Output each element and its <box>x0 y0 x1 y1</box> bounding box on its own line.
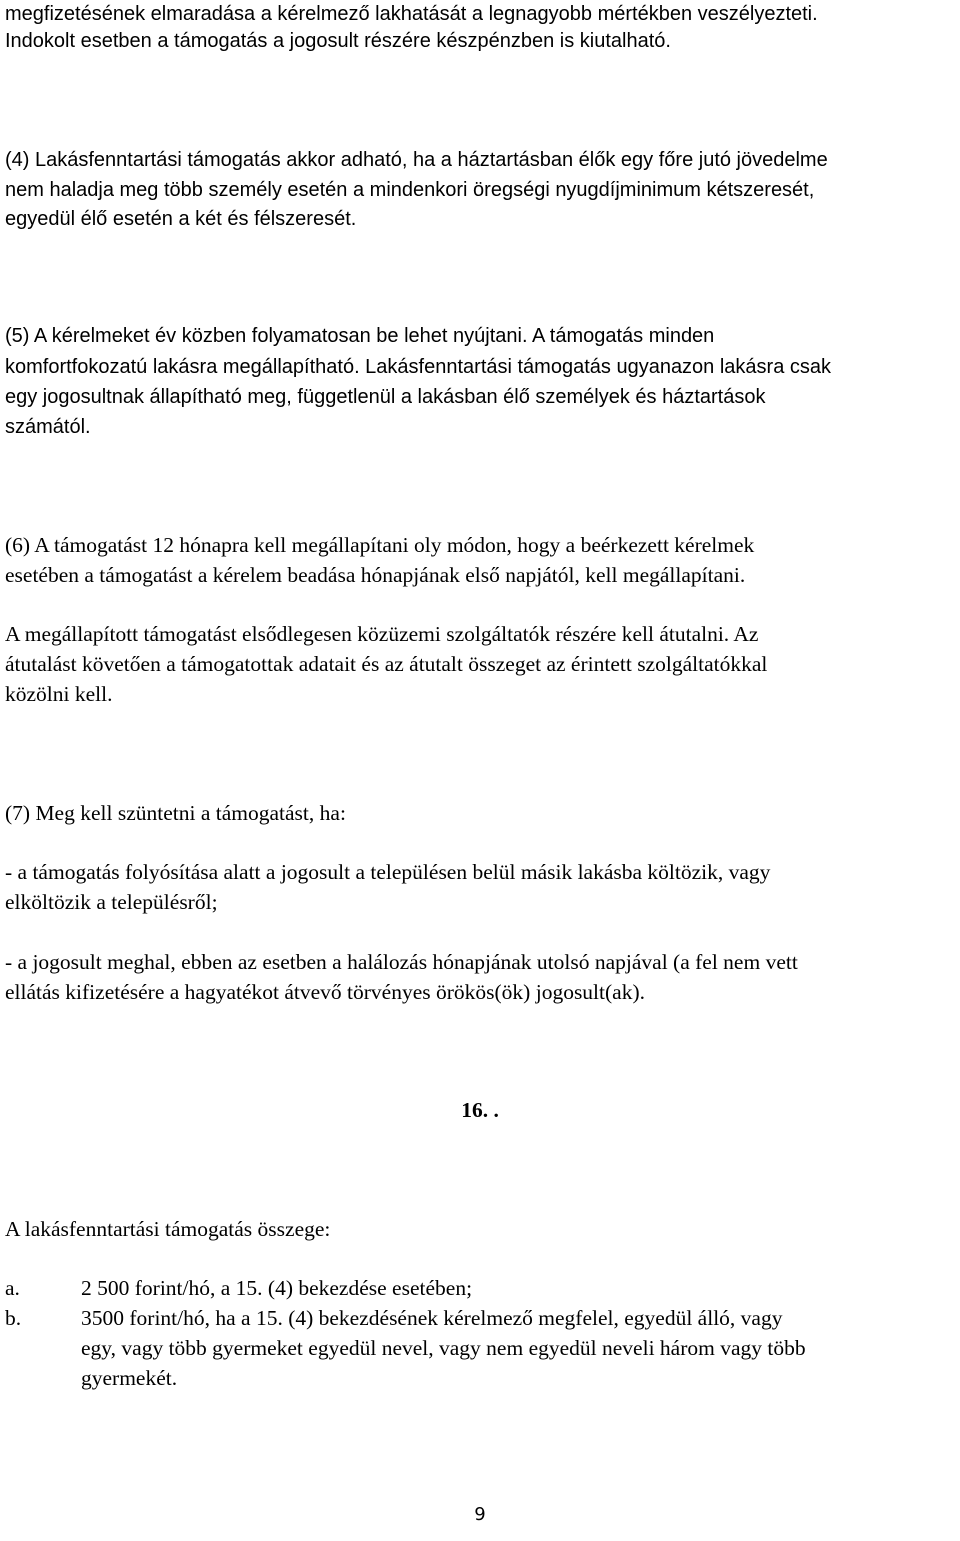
list-intro: A lakásfenntartási támogatás összege: <box>5 1217 331 1241</box>
text-line: komfortfokozatú lakásra megállapítható. Lakásfenntartási támogatás ugyanazon lakásra csak <box>5 356 832 378</box>
text-line: (4) Lakásfenntartási támogatás akkor adható, ha a háztartásban élők egy főre jutó jövedelme <box>5 149 828 171</box>
list-item-text: egy, vagy több gyermeket egyedül nevel, vagy nem egyedül neveli három vagy több <box>81 1336 806 1360</box>
text-line: egy jogosultnak állapítható meg, függetlenül a lakásban élő személyek és háztartások <box>5 386 766 408</box>
text-line: (5) A kérelmeket év közben folyamatosan be lehet nyújtani. A támogatás minden <box>5 325 715 347</box>
list-item-text: 3500 forint/hó, ha a 15. (4) bekezdésének kérelmező megfelel, egyedül álló, vagy <box>81 1306 783 1330</box>
text-line: elköltözik a településről; <box>5 890 218 914</box>
text-line: (6) A támogatást 12 hónapra kell megállapítani oly módon, hogy a beérkezett kérelmek <box>5 533 755 557</box>
text-line: A megállapított támogatást elsődlegesen közüzemi szolgáltatók részére kell átutalni. Az <box>5 622 759 646</box>
text-line: átutalást követően a támogatottak adatait és az átutalt összeget az érintett szolgáltatókkal <box>5 652 768 676</box>
section-heading: 16. . <box>461 1098 499 1122</box>
text-line: ellátás kifizetésére a hagyatékot átvevő törvényes örökös(ök) jogosult(ak). <box>5 980 645 1004</box>
text-line: megfizetésének elmaradása a kérelmező lakhatását a legnagyobb mértékben veszélyezteti. <box>5 3 818 25</box>
text-line: számától. <box>5 416 91 438</box>
page-number: 9 <box>474 1504 486 1525</box>
list-marker: a. <box>5 1276 20 1300</box>
text-line: nem haladja meg több személy esetén a mindenkori öregségi nyugdíjminimum kétszeresét, <box>5 179 815 201</box>
list-item-text: gyermekét. <box>81 1366 178 1390</box>
text-line: - a támogatás folyósítása alatt a jogosult a településen belül másik lakásba költözik, vagy <box>5 860 771 884</box>
text-line: közölni kell. <box>5 682 113 706</box>
text-line: - a jogosult meghal, ebben az esetben a halálozás hónapjának utolsó napjával (a fel nem vett <box>5 950 798 974</box>
text-line: egyedül élő esetén a két és félszeresét. <box>5 208 357 230</box>
list-item-text: 2 500 forint/hó, a 15. (4) bekezdése esetében; <box>81 1276 473 1300</box>
text-line: Indokolt esetben a támogatás a jogosult részére készpénzben is kiutalható. <box>5 30 671 52</box>
text-line: esetében a támogatást a kérelem beadása hónapjának első napjától, kell megállapítani. <box>5 563 746 587</box>
list-marker: b. <box>5 1306 22 1330</box>
text-line: (7) Meg kell szüntetni a támogatást, ha: <box>5 801 346 825</box>
